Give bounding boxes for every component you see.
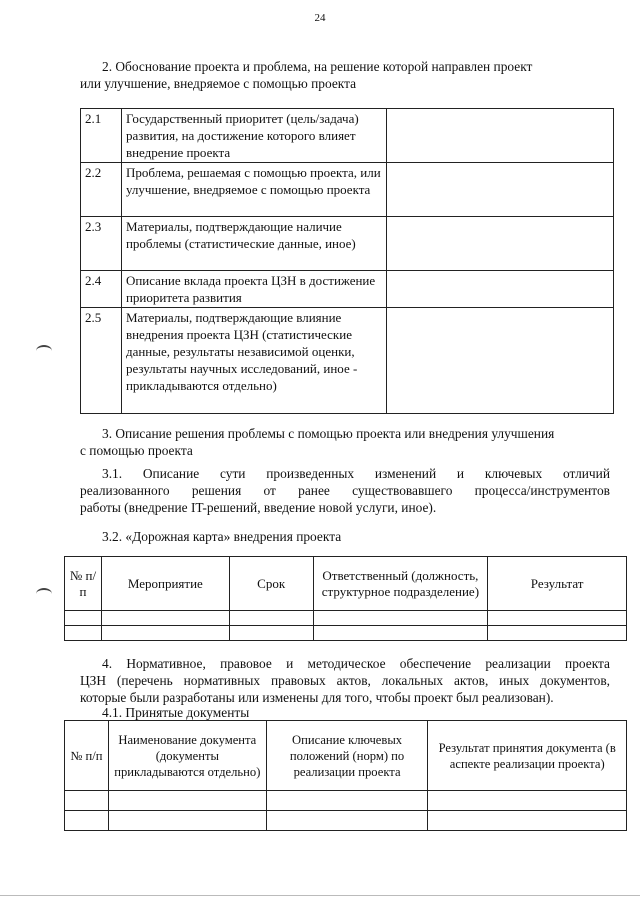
empty-cell[interactable] [65,791,109,811]
row-label: Проблема, решаемая с помощью проекта, или улучшение, внедряемое с помощью проекта [121,163,386,217]
punch-mark [36,588,52,600]
empty-cell[interactable] [229,611,313,626]
table-row [81,109,614,163]
table-row [81,308,614,414]
page-number: 24 [314,12,326,24]
empty-cell[interactable] [428,811,627,831]
header-cell: Срок [229,557,313,611]
paragraph-3-1-line3: работы (внедрение IT-решений, введение новой услуги, иное). [80,500,437,515]
row-label: Описание вклада проекта ЦЗН в достижение приоритета развития [121,271,386,308]
documents-table [64,720,627,831]
row-label: Материалы, подтверждающие наличие проблемы (статистические данные, иное) [121,217,386,271]
empty-cell[interactable] [65,811,109,831]
table-header-row [65,557,627,611]
section2-heading-line2: или улучшение, внедряемое с помощью проекта [80,76,357,91]
empty-cell[interactable] [488,611,627,626]
paragraph-3-2: 3.2. «Дорожная карта» внедрения проекта [102,529,342,544]
row-value-cell[interactable] [386,217,613,271]
empty-cell[interactable] [313,626,488,641]
empty-cell[interactable] [65,611,102,626]
page-edge-line [0,895,640,896]
table-row [65,626,627,641]
section4-heading-line2: ЦЗН (перечень нормативных правовых актов, локальных актов, иных документов, [80,673,610,688]
row-number: 2.4 [81,271,122,308]
table-row [81,217,614,271]
header-cell: Описание ключевых положений (норм) по реализации проекта [266,721,428,791]
section3-heading-line1: 3. Описание решения проблемы с помощью проекта или внедрения улучшения [102,426,555,441]
table-row [81,271,614,308]
table-row [65,791,627,811]
punch-mark [36,345,52,357]
empty-cell[interactable] [488,626,627,641]
empty-cell[interactable] [108,791,266,811]
section2-heading [80,58,580,75]
table-row [81,163,614,217]
section3-heading-line2: с помощью проекта [80,443,193,458]
section3-heading-cont [80,442,610,459]
row-number: 2.3 [81,217,122,271]
table-row [65,811,627,831]
empty-cell[interactable] [101,626,229,641]
row-value-cell[interactable] [386,271,613,308]
paragraph-3-1-line1: 3.1. Описание сути произведенных изменений и ключевых отличий [102,466,610,481]
row-value-cell[interactable] [386,109,613,163]
header-cell: № п/п [65,721,109,791]
empty-cell[interactable] [108,811,266,831]
empty-cell[interactable] [313,611,488,626]
row-value-cell[interactable] [386,308,613,414]
table-header-row [65,721,627,791]
paragraph-3-1-line2: реализованного решения от ранее существовавшего процесса/инструментов [80,483,610,498]
row-number: 2.2 [81,163,122,217]
table-row [65,611,627,626]
row-label: Государственный приоритет (цель/задача) развития, на достижение которого влияет внедрение проекта [121,109,386,163]
section2-heading-cont [80,75,580,92]
row-label: Материалы, подтверждающие влияние внедрения проекта ЦЗН (статистические данные, результаты независимой оценки, результаты научных исследований, иное - прикладываются отдельно) [121,308,386,414]
rationale-table [80,108,614,414]
empty-cell[interactable] [428,791,627,811]
empty-cell[interactable] [229,626,313,641]
paragraph-4-1: 4.1. Принятые документы [102,705,250,720]
header-cell: № п/п [65,557,102,611]
empty-cell[interactable] [101,611,229,626]
section2-heading-line1: 2. Обоснование проекта и проблема, на решение которой направлен проект [102,59,533,74]
header-cell: Наименование документа (документы прикладываются отдельно) [108,721,266,791]
row-number: 2.5 [81,308,122,414]
section3-heading [80,425,610,442]
roadmap-table [64,556,627,641]
section4-heading-line3: которые были разработаны или изменены для того, чтобы проект был реализован). [80,690,554,705]
header-cell: Результат [488,557,627,611]
header-cell: Мероприятие [101,557,229,611]
header-cell: Ответственный (должность, структурное подразделение) [313,557,488,611]
header-cell: Результат принятия документа (в аспекте реализации проекта) [428,721,627,791]
row-number: 2.1 [81,109,122,163]
section4-heading-line1: 4. Нормативное, правовое и методическое обеспечение реализации проекта [102,656,610,671]
row-value-cell[interactable] [386,163,613,217]
empty-cell[interactable] [65,626,102,641]
empty-cell[interactable] [266,791,428,811]
empty-cell[interactable] [266,811,428,831]
